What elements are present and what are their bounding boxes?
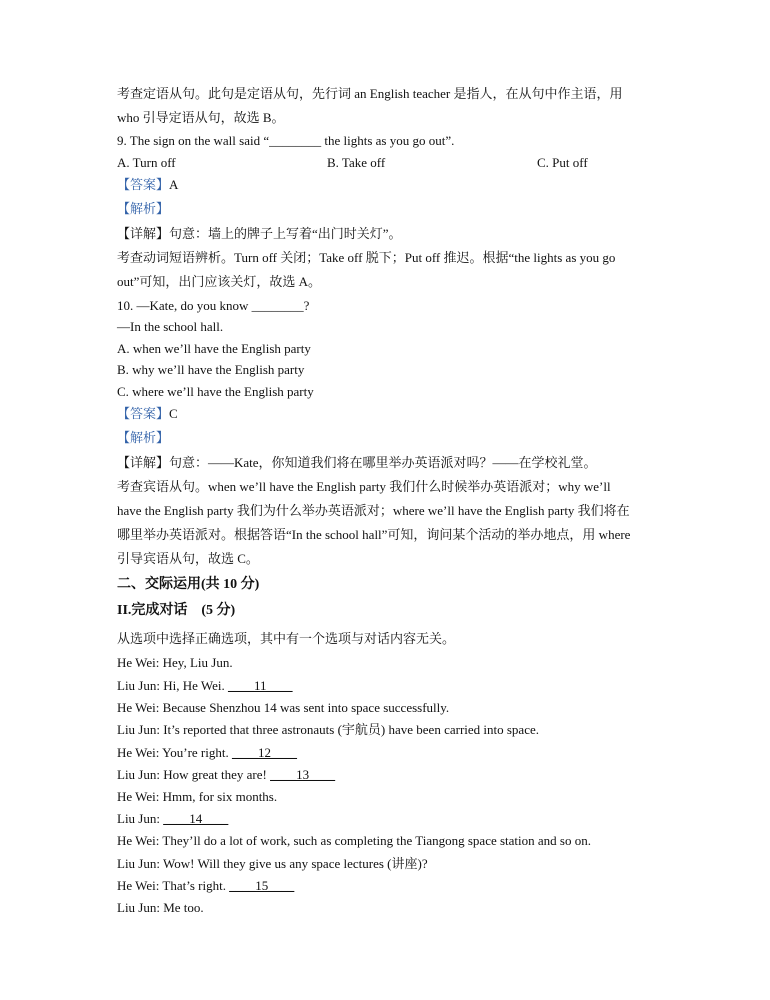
- q9-option-c: C. Put off: [537, 155, 588, 170]
- q10-reply: —In the school hall.: [117, 319, 224, 334]
- answer-blank: ____12____: [231, 745, 297, 760]
- dialogue-line: [117, 832, 591, 850]
- answer-value: A: [169, 177, 179, 192]
- dialogue-line: [117, 899, 204, 917]
- answer-blank: ____11____: [228, 678, 293, 693]
- detail-tag: 【详解】: [117, 226, 170, 241]
- dialogue-text: He Wei: That’s right.: [117, 878, 230, 893]
- q10-answer: [117, 405, 178, 423]
- q9-option-a: A. Turn off: [117, 155, 176, 170]
- detail-text: 句意：——Kate，你知道我们将在哪里举办英语派对吗？——在学校礼堂。: [169, 455, 597, 470]
- dialogue-line: [117, 699, 449, 717]
- q9-option-b: B. Take off: [327, 155, 386, 170]
- answer-blank: ____14____: [163, 811, 229, 826]
- dialogue-text: He Wei: Hmm, for six months.: [117, 789, 278, 804]
- dialogue-text: He Wei: Because Shenzhou 14 was sent into space successfully.: [117, 700, 450, 715]
- q10-explanation-line2: have the English party 我们为什么举办英语派对；where we’ll have the English party 我们将在: [117, 503, 630, 518]
- q9-stem: 9. The sign on the wall said “________ the lights as you go out”.: [117, 133, 455, 148]
- dialogue-text: Liu Jun: Hi, He Wei.: [117, 678, 229, 693]
- section-title: 二、交际运用(共 10 分): [117, 577, 260, 592]
- dialogue-text: Liu Jun: Wow! Will they give us any space lectures (讲座)?: [117, 856, 428, 871]
- q9-detail: [117, 225, 402, 243]
- dialogue-line: [117, 877, 294, 895]
- dialogue-text: He Wei: They’ll do a lot of work, such as completing the Tiangong space station and so on.: [117, 833, 591, 848]
- dialogue-text: Liu Jun: Me too.: [117, 900, 204, 915]
- q10-stem: 10. —Kate, do you know ________?: [117, 298, 310, 313]
- q8-explanation-line2: who 引导定语从句，故选 B。: [117, 110, 285, 125]
- q10-analysis-tag: 【解析】: [117, 430, 170, 445]
- dialogue-text: Liu Jun:: [117, 811, 164, 826]
- q8-explanation-line1: 考查定语从句。此句是定语从句，先行词 an English teacher 是指人，在从句中作主语，用: [117, 86, 623, 101]
- q9-explanation-line1: 考查动词短语辨析。Turn off 关闭；Take off 脱下；Put off 推迟。根据“the lights as you go: [117, 250, 616, 265]
- dialogue-line: [117, 677, 293, 695]
- dialogue-text: Liu Jun: How great they are!: [117, 767, 271, 782]
- q9-analysis-tag: 【解析】: [117, 201, 170, 216]
- answer-value: C: [169, 406, 178, 421]
- dialogue-line: [117, 744, 297, 762]
- section-subtitle: II.完成对话 (5 分): [117, 603, 236, 618]
- q10-option-a: A. when we’ll have the English party: [117, 341, 311, 356]
- dialogue-line: [117, 810, 228, 828]
- answer-blank: ____15____: [229, 878, 295, 893]
- dialogue-text: He Wei: You’re right.: [117, 745, 232, 760]
- answer-tag: 【答案】: [117, 406, 170, 421]
- dialogue-line: [117, 766, 335, 784]
- q9-explanation-line2: out”可知，出门应该关灯，故选 A。: [117, 274, 322, 289]
- answer-blank: ____13____: [270, 767, 336, 782]
- q10-explanation-line4: 引导宾语从句，故选 C。: [117, 551, 259, 566]
- q10-detail: [117, 454, 597, 472]
- q9-answer: [117, 176, 178, 194]
- dialogue-line: [117, 788, 277, 806]
- dialogue-text: He Wei: Hey, Liu Jun.: [117, 655, 233, 670]
- detail-text: 句意：墙上的牌子上写着“出门时关灯”。: [169, 226, 402, 241]
- answer-tag: 【答案】: [117, 177, 170, 192]
- q10-option-b: B. why we’ll have the English party: [117, 362, 305, 377]
- section-instruction: 从选项中选择正确选项，其中有一个选项与对话内容无关。: [117, 631, 456, 646]
- dialogue-line: [117, 855, 428, 873]
- detail-tag: 【详解】: [117, 455, 170, 470]
- dialogue-line: [117, 721, 539, 739]
- dialogue-text: Liu Jun: It’s reported that three astronauts (宇航员) have been carried into space.: [117, 722, 539, 737]
- dialogue-line: [117, 654, 233, 672]
- q10-option-c: C. where we’ll have the English party: [117, 384, 314, 399]
- q10-explanation-line1: 考查宾语从句。when we’ll have the English party 我们什么时候举办英语派对；why we’ll: [117, 479, 611, 494]
- q10-explanation-line3: 哪里举办英语派对。根据答语“In the school hall”可知，询问某个活动的举办地点，用 where: [117, 527, 631, 542]
